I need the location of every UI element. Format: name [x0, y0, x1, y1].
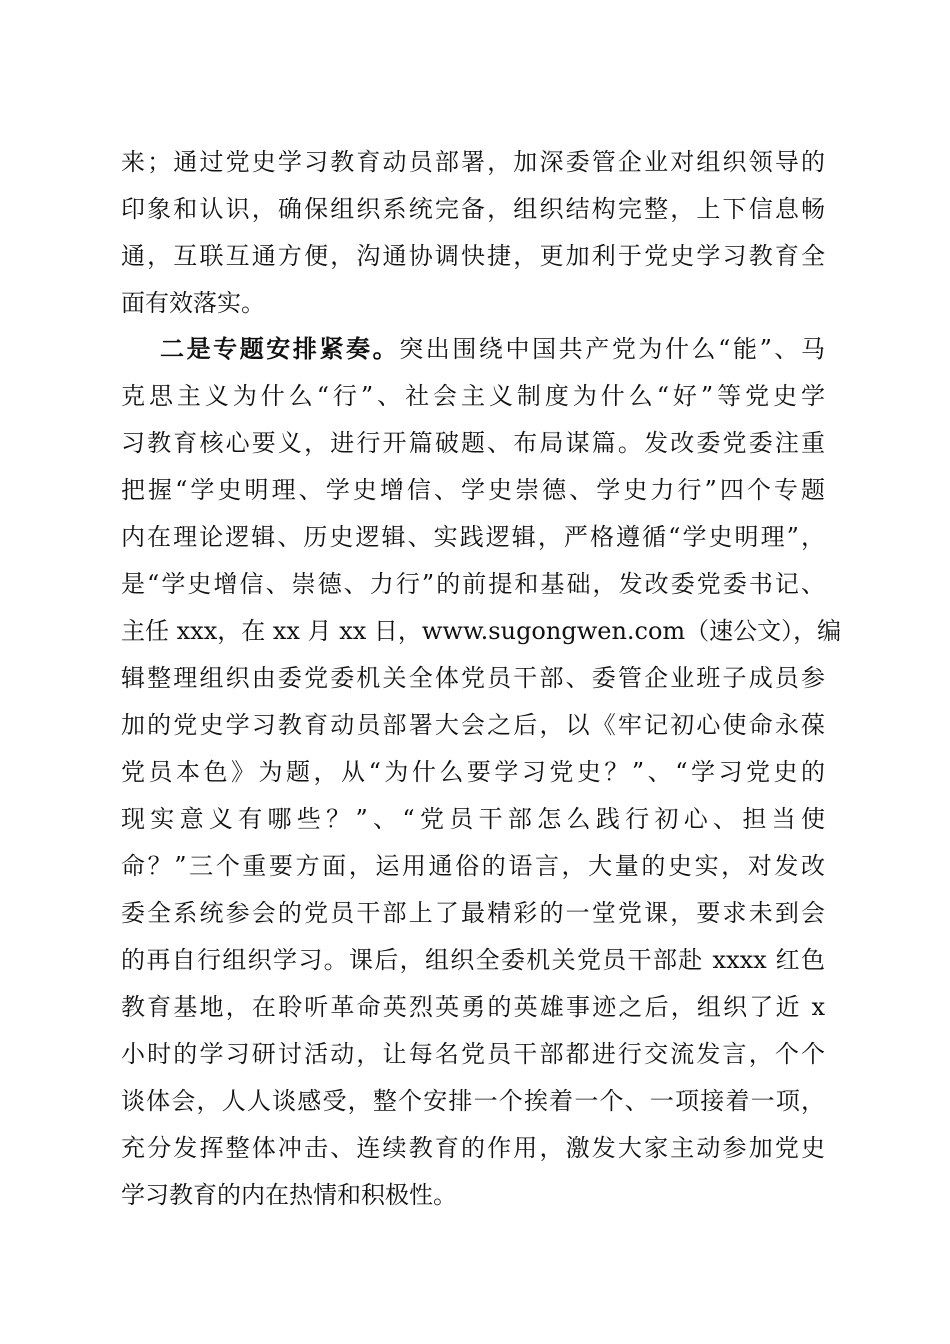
paragraph-2-line-13: 委全系统参会的党员干部上了最精彩的一堂党课，要求未到会 [121, 899, 825, 927]
paragraph-2-line-4: 把握“学史明理、学史增信、学史崇德、学史力行”四个专题 [121, 476, 825, 504]
paragraph-2-line-3: 习教育核心要义，进行开篇破题、布局谋篇。发改委党委注重 [121, 429, 825, 457]
paragraph-2-line-18: 充分发挥整体冲击、连续教育的作用，激发大家主动参加党史 [121, 1134, 825, 1162]
paragraph-1-line-4: 面有效落实。 [121, 289, 265, 317]
paragraph-2-line-6: 是“学史增信、崇德、力行”的前提和基础，发改委党委书记、 [121, 570, 825, 598]
paragraph-2-heading: 二是专题安排紧奏。 [160, 334, 400, 363]
paragraph-2-line-12: 命？”三个重要方面，运用通俗的语言，大量的史实，对发改 [121, 852, 825, 880]
paragraph-2-line-1 [160, 327, 825, 371]
paragraph-2-line-11: 现实意义有哪些？”、“党员干部怎么践行初心、担当使 [121, 805, 825, 833]
paragraph-2-line-5: 内在理论逻辑、历史逻辑、实践逻辑，严格遵循“学史明理”， [121, 523, 825, 551]
paragraph-1-line-2: 印象和认识，确保组织系统完备，组织结构完整，上下信息畅 [121, 195, 825, 223]
paragraph-2-line-2: 克思主义为什么“行”、社会主义制度为什么“好”等党史学 [121, 382, 825, 410]
paragraph-2-line-14: 的再自行组织学习。课后，组织全委机关党员干部赴 xxxx 红色 [121, 946, 825, 974]
paragraph-2-line-1-text: 突出围绕中国共产党为什么“能”、马 [399, 335, 825, 363]
paragraph-2-line-16: 小时的学习研讨活动，让每名党员干部都进行交流发言，个个 [121, 1040, 825, 1068]
paragraph-2-line-8: 辑整理组织由委党委机关全体党员干部、委管企业班子成员参 [121, 664, 825, 692]
paragraph-1-line-1: 来；通过党史学习教育动员部署，加深委管企业对组织领导的 [121, 148, 825, 176]
paragraph-2-line-15: 教育基地，在聆听革命英烈英勇的英雄事迹之后，组织了近 x [121, 993, 825, 1021]
paragraph-2-line-19: 学习教育的内在热情和积极性。 [121, 1181, 457, 1209]
paragraph-2-line-10: 党员本色》为题，从“为什么要学习党史？”、“学习党史的 [121, 758, 825, 786]
paragraph-2-line-9: 加的党史学习教育动员部署大会之后，以《牢记初心使命永葆 [121, 711, 825, 739]
paragraph-1-line-3: 通，互联互通方便，沟通协调快捷，更加利于党史学习教育全 [121, 242, 825, 270]
paragraph-2-line-17: 谈体会，人人谈感受，整个安排一个挨着一个、一项接着一项， [121, 1087, 825, 1115]
paragraph-2-line-7: 主任 xxx，在 xx 月 xx 日，www.sugongwen.com（速公文），编 [121, 617, 842, 645]
